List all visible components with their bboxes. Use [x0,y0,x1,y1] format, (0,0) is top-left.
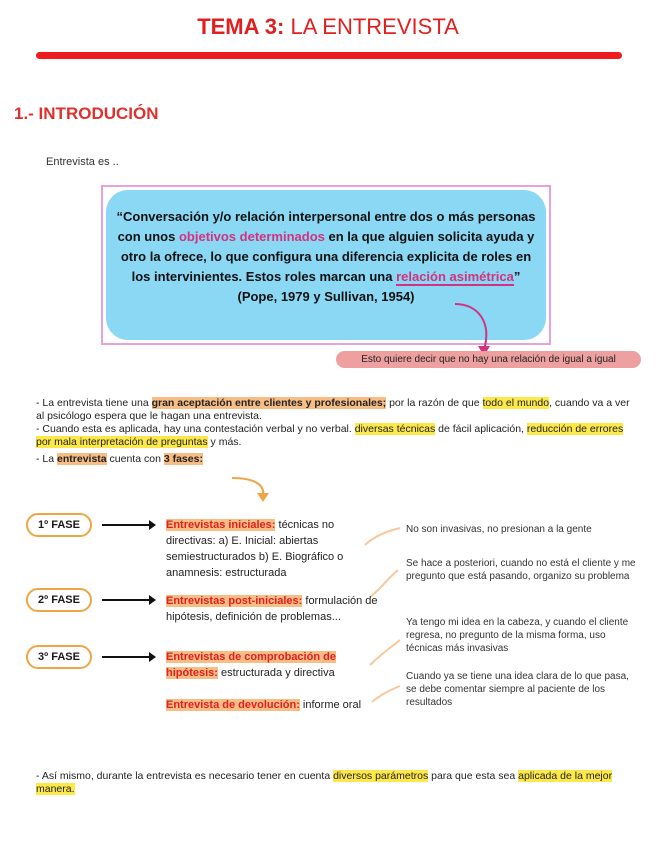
citation: (Pope, 1979 y Sullivan, 1954) [237,289,415,304]
paragraph-fases: - La entrevista cuenta con 3 fases: [36,453,203,465]
side-note-3: Ya tengo mi idea en la cabeza, y cuando el cliente regresa, no pregunto de la misma forma, uso técnicas más invasivas [406,617,629,654]
side-note-1: No son invasivas, no presionan a la gente [406,524,592,535]
arrow-icon [102,524,154,526]
phase-2-badge: 2º FASE [26,588,92,612]
side-note-2: Se hace a posteriori, cuando no está el cliente y me pregunto que está pasando, organizo su problema [406,558,636,582]
definition-quote: “Conversación y/o relación interpersonal entre dos o más personas con unos objetivos determinados en la que alguien solicita ayuda y otro la ofrece, lo que configura una diferencia explicita de roles en los intervinientes. Estos roles marcan una relación asimétrica” (Pope, 1979 y Sullivan, 1954) [116,209,536,304]
page-title: TEMA 3: LA ENTREVISTA [197,14,459,39]
phase-2-description: Entrevistas post-iniciales: formulación de hipótesis, definición de problemas... [166,595,378,623]
arrow-icon [102,656,154,658]
phase-3-badge: 3º FASE [26,645,92,669]
phase-1-description: Entrevistas iniciales: técnicas no directivas: a) E. Inicial: abiertas semiestructurados b) E. Biográfico o anamnesis: estructurada [166,519,344,579]
intro-text: Entrevista es .. [46,156,119,168]
note-badge: Esto quiere decir que no hay una relación de igual a igual [336,351,641,368]
devolucion-description: Entrevista de devolución: informe oral [166,699,362,711]
paragraph-aplicacion: - Cuando esta es aplicada, hay una contestación verbal y no verbal. diversas técnicas de fácil aplicación, reducción de errores por mala interpretación de preguntas y más. [36,423,624,448]
paragraph-parametros: - Así mismo, durante la entrevista es necesario tener en cuenta diversos parámetros para que esta sea aplicada de la mejor manera. [36,770,613,795]
side-note-4: Cuando ya se tiene una idea clara de lo que pasa, se debe comentar siempre al paciente de los resultados [406,671,629,708]
phase-1-badge: 1º FASE [26,513,92,537]
section-heading: 1.- INTRODUCIÓN [14,104,159,123]
phase-3-description: Entrevistas de comprobación de hipótesis: estructurada y directiva [166,651,336,679]
highlight-relacion-asimetrica: relación asimétrica [396,269,514,284]
highlight-objetivos: objetivos determinados [178,229,325,244]
arrow-icon [102,599,154,601]
paragraph-aceptacion: - La entrevista tiene una gran aceptación entre clientes y profesionales; por la razón de que todo el mundo, cuando va a ver al psicólogo espera que le hagan una entrevista. [36,397,630,422]
